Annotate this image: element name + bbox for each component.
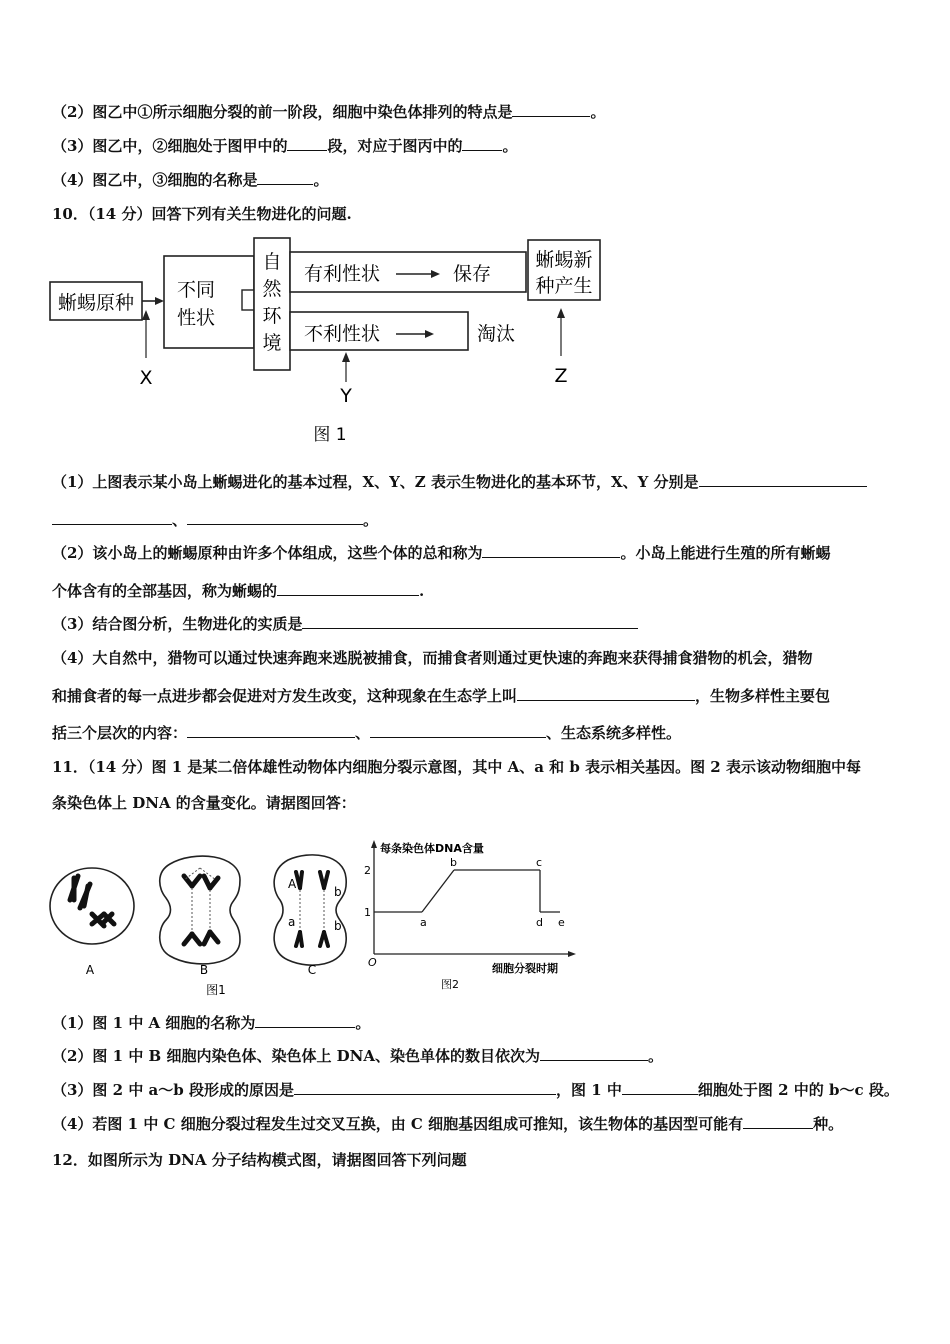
q10-part-4: （4）大自然中，猎物可以通过快速奔跑来逃脱被捕食，而捕食者则通过更快速的奔跑来获得捕食猎物的机会，猎物 <box>52 649 813 667</box>
answer-blank[interactable] <box>287 136 327 151</box>
point-d: d <box>536 916 543 929</box>
label-env-3: 环 <box>262 305 282 327</box>
answer-blank[interactable] <box>52 510 172 525</box>
q11-part-1: （1）图 1 中 A 细胞的名称为 。 <box>52 1014 371 1032</box>
q9-part-2: （2）图乙中①所示细胞分裂的前一阶段，细胞中染色体排列的特点是 。 <box>52 103 606 121</box>
dna-content-chart <box>362 838 582 1002</box>
gene-label: a <box>288 915 296 929</box>
q10-part-1-cont: 、 。 <box>52 510 378 530</box>
answer-blank[interactable] <box>187 510 363 525</box>
cell-a <box>50 868 134 944</box>
gene-label: b <box>334 885 342 899</box>
q11-part-2: （2）图 1 中 B 细胞内染色体、染色体上 DNA、染色单体的数目依次为 。 <box>52 1047 664 1065</box>
label-new-2: 种产生 <box>535 275 593 297</box>
answer-blank[interactable] <box>277 581 419 596</box>
y-tick-1: 1 <box>364 906 371 919</box>
label-y: Y <box>340 385 352 407</box>
y-tick-2: 2 <box>364 864 371 877</box>
answer-blank[interactable] <box>699 472 867 487</box>
cell-b <box>160 856 240 964</box>
label-cell-c: C <box>307 963 317 977</box>
answer-blank[interactable] <box>370 723 546 738</box>
origin-label: O <box>368 956 377 969</box>
label-env-4: 境 <box>262 332 282 354</box>
q10-part-3: （3）结合图分析，生物进化的实质是 <box>52 614 638 634</box>
box-different-traits <box>164 256 254 348</box>
q9-part-4: （4）图乙中，③细胞的名称是 。 <box>52 171 329 189</box>
x-axis-label: 细胞分裂时期 <box>492 962 558 975</box>
q9-part-3: （3）图乙中，②细胞处于图甲中的 段，对应于图丙中的 。 <box>52 137 518 155</box>
answer-blank[interactable] <box>482 543 620 558</box>
y-axis-label: 每条染色体DNA含量 <box>380 842 484 855</box>
gene-label: A <box>288 877 297 891</box>
answer-blank[interactable] <box>302 614 638 629</box>
q11-header: 11．（14 分）图 1 是某二倍体雄性动物体内细胞分裂示意图，其中 A、a 和 b 表示相关基因。图 2 表示该动物细胞中每 <box>52 758 861 776</box>
label-eliminate: 淘汰 <box>476 323 516 345</box>
answer-blank[interactable] <box>462 136 502 151</box>
label-env-2: 然 <box>262 278 282 300</box>
lizard-evolution-diagram <box>44 232 614 452</box>
q11-header-cont: 条染色体上 DNA 的含量变化。请据图回答： <box>52 794 356 812</box>
point-b: b <box>450 856 457 869</box>
cell-division-figure <box>44 848 364 1002</box>
answer-blank[interactable] <box>187 723 355 738</box>
answer-blank[interactable] <box>294 1080 556 1095</box>
label-diff-1: 不同 <box>176 279 216 301</box>
q10-part-2-cont: 个体含有的全部基因，称为蜥蜴的 . <box>52 582 425 600</box>
figure-caption: 图1 <box>206 983 226 997</box>
q11-part-4: （4）若图 1 中 C 细胞分裂过程发生过交叉互换，由 C 细胞基因组成可推知，该生物体的基因型可能有 种。 <box>52 1115 844 1133</box>
label-original-species: 蜥蜴原种 <box>57 292 135 314</box>
q10-part-2: （2）该小岛上的蜥蜴原种由许多个体组成，这些个体的总和称为 。小岛上能进行生殖的所有蜥蜴 <box>52 544 831 562</box>
answer-blank[interactable] <box>622 1080 698 1095</box>
answer-blank[interactable] <box>743 1114 813 1129</box>
label-unfavorable: 不利性状 <box>303 323 381 345</box>
label-env-1: 自 <box>262 251 282 273</box>
answer-blank[interactable] <box>255 1013 355 1028</box>
figure-caption: 图 1 <box>313 425 347 445</box>
point-a: a <box>420 916 427 929</box>
q10-part-4-cont: 和捕食者的每一点进步都会促进对方发生改变，这种现象在生态学上叫 ，生物多样性主要包 <box>52 687 831 705</box>
q12-header: 12．如图所示为 DNA 分子结构模式图，请据图回答下列问题 <box>52 1151 467 1169</box>
q10-header: 10．（14 分）回答下列有关生物进化的问题. <box>52 205 352 223</box>
answer-blank[interactable] <box>512 102 590 117</box>
gene-label: b <box>334 919 342 933</box>
point-e: e <box>558 916 565 929</box>
point-c: c <box>536 856 543 869</box>
label-new-1: 蜥蜴新 <box>535 249 593 271</box>
answer-blank[interactable] <box>257 170 313 185</box>
q11-part-3: （3）图 2 中 a～b 段形成的原因是 ，图 1 中 细胞处于图 2 中的 b～c 段。 <box>52 1081 899 1099</box>
dna-curve <box>374 870 560 912</box>
label-x: X <box>139 367 153 389</box>
label-diff-2: 性状 <box>176 307 216 329</box>
answer-blank[interactable] <box>540 1046 648 1061</box>
q10-part-1: （1）上图表示某小岛上蜥蜴进化的基本过程，X、Y、Z 表示生物进化的基本环节，X、Y 分别是 <box>52 472 867 492</box>
cell-c <box>274 855 346 965</box>
label-cell-a: A <box>85 963 95 977</box>
label-z: Z <box>554 365 568 387</box>
label-cell-b: B <box>199 963 209 977</box>
answer-blank[interactable] <box>517 686 695 701</box>
label-favorable: 有利性状 <box>303 263 381 285</box>
q10-part-4-cont2: 括三个层次的内容： 、 、生态系统多样性。 <box>52 724 682 742</box>
label-keep: 保存 <box>452 263 492 285</box>
figure-caption: 图2 <box>441 978 459 991</box>
